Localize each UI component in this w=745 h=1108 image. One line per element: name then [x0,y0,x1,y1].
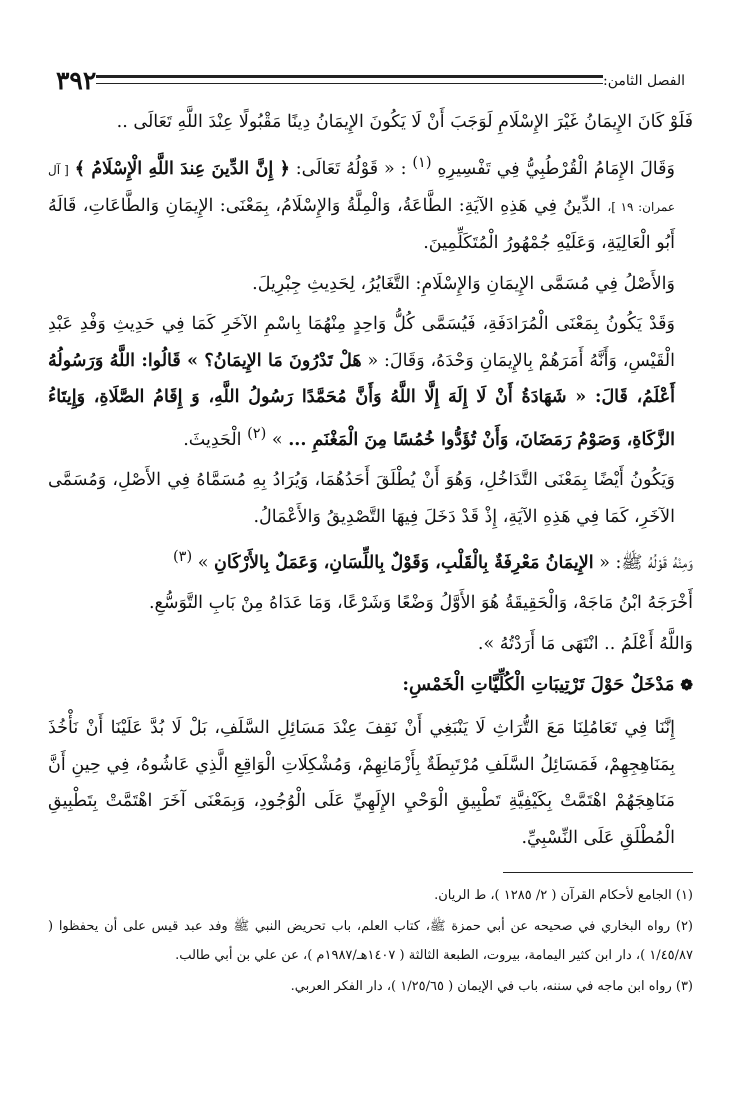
flower-icon: ❁ [680,676,693,695]
page-number: ٣٩٢ [56,66,97,95]
paragraph: وَمِنْهُ قَوْلُهُ ﷺ: « الإِيمَانُ مَعْرِفَةٌ بِالْقَلْبِ، وَقَوْلٌ بِاللِّسَانِ، وَعَمَلٌ بِالأَرْكَانِ » $^{(٣)}$ [172,548,693,573]
chapter-title: الفصل الثامن: [603,73,685,89]
page-header [48,62,693,96]
paragraph: وَاللَّهُ أَعْلَمُ .. انْتَهَى مَا أَرَدْتُهُ ». [477,633,693,654]
paragraph: وَقَالَ الإِمَامُ الْقُرْطُبِيُّ فِي تَفْسِيرِهِ $^{(١)}$ : « قَوْلُهُ تَعَالَى: ﴿ إِنَّ الدِّينَ عِندَ اللَّهِ الْإِسْلَامُ ﴾ [ آل عمران: ١٩ ]، الدِّينُ فِي هَذِهِ الآيَةِ: الطَّاعَةُ، وَالْمِلَّةُ وَالإِسْلَامُ، بِمَعْنَى: الإِيمَانِ وَالطَّاعَاتِ، قَالَهُ أَبُو الْعَالِيَةِ، وَعَلَيْهِ جُمْهُورُ الْمُتَكَلِّمِينَ. [48,153,675,254]
footnote-ref[interactable]: (١) [412,153,432,171]
hadith-text: هَلْ تَدْرُونَ مَا الإِيمَانُ؟ » قَالُوا: اللَّهُ وَرَسُولُهُ أَعْلَمُ، قَالَ: « شَهَادَةُ أَنْ لَا إِلَهَ إِلَّا اللَّهُ وَأَنَّ مُحَمَّدًا رَسُولُ اللَّهِ، وَ إِقَامُ الصَّلَاةِ، وَإِيتَاءُ الزَّكَاةِ، وَصَوْمُ رَمَضَانَ، وَأَنْ تُؤَدُّوا خُمُسًا مِنَ الْمَغْنَمِ ... [48,350,675,450]
footnote: (٢) رواه البخاري في صحيحه عن أبي حمزة ﷺ، كتاب العلم، باب تحريض النبي ﷺ وفد عبد قيس على أن يحفظوا ( ١/٤٥/٨٧ )، دار ابن كثير اليمامة، بيروت، الطبعة الثالثة ( ١٤٠٧هـ/١٩٨٧م )، عن علي بن أبي طالب. [48,919,693,964]
footnote: (١) الجامع لأحكام القرآن ( ٢/ ١٢٨٥ )، ط الريان. [434,888,693,904]
footnotes [48,881,693,1001]
paragraph: أَخْرَجَهُ ابْنُ مَاجَهْ، وَالْحَقِيقَةُ هُوَ الأَوَّلُ وَضْعًا وَشَرْعًا، وَمَا عَدَاهُ مِنْ بَابِ التَّوَسُّعِ. [148,593,693,614]
footnote-ref[interactable]: (٢) [247,424,267,442]
main-text [48,104,693,856]
paragraph: وَيَكُونُ أَيْضًا بِمَعْنَى التَّدَاخُلِ، وَهُوَ أَنْ يُطْلَقَ أَحَدُهُمَا، وَيُرَادُ بِهِ مُسَمَّاهُ فِي الأَصْلِ، وَمُسَمَّى الآخَرِ، كَمَا فِي هَذِهِ الآيَةِ، إِذْ قَدْ دَخَلَ فِيهَا التَّصْدِيقُ وَالأَعْمَالُ. [48,470,675,527]
quran-verse: ﴿ إِنَّ الدِّينَ عِندَ اللَّهِ الْإِسْلَامُ ﴾ [74,158,290,179]
book-page [48,62,693,1003]
paragraph: وَالأَصْلُ فِي مُسَمَّى الإِيمَانِ وَالإِسْلَامِ: التَّغَايُرُ، لِحَدِيثِ جِبْرِيلَ. [252,273,675,294]
footnote-ref[interactable]: (٣) [172,548,193,566]
paragraph: فَلَوْ كَانَ الإِيمَانُ غَيْرَ الإِسْلَامِ لَوَجَبَ أَنْ لَا يَكُونَ الإِيمَانُ دِينًا مَقْبُولًا عِنْدَ اللَّهِ تَعَالَى .. [116,112,693,132]
paragraph: إِنَّنَا فِي تَعَامُلِنَا مَعَ التُّرَاثِ لَا يَنْبَغِي أَنْ نَقِفَ عِنْدَ مَسَائِلِ السَّلَفِ، بَلْ لَا بُدَّ عَلَيْنَا أَنْ نَأْخُذَ بِمَنَاهِجِهِمْ، فَمَسَائِلُ السَّلَفِ مُرْتَبِطَةٌ بِأَزْمَانِهِمْ، وَمُشْكِلَاتِ الْوَاقِعِ الَّذِي عَاشُوهُ، فِي حِينِ أَنَّ مَنَاهِجَهُمْ اهْتَمَّتْ بِكَيْفِيَّةِ تَطْبِيقِ الْوَحْيِ الإِلَهِيِّ عَلَى الْوُجُودِ، وَبِمَعْنَى آخَرَ اهْتَمَّتْ بِتَطْبِيقِ الْمُطْلَقِ عَلَى النِّسْبِيِّ. [48,718,675,848]
header-rule [96,75,603,84]
paragraph: وَقَدْ يَكُونُ بِمَعْنَى الْمُرَادَفَةِ، فَيُسَمَّى كُلُّ وَاحِدٍ مِنْهُمَا بِاسْمِ الآخَرِ كَمَا فِي حَدِيثِ وَفْدِ عَبْدِ الْقَيْسِ، وَأَنَّهُ أَمَرَهُمْ بِالإِيمَانِ وَحْدَهُ، وَقَالَ: « هَلْ تَدْرُونَ مَا الإِيمَانُ؟ » قَالُوا: اللَّهُ وَرَسُولُهُ أَعْلَمُ، قَالَ: « شَهَادَةُ أَنْ لَا إِلَهَ إِلَّا اللَّهُ وَأَنَّ مُحَمَّدًا رَسُولُ اللَّهِ، وَ إِقَامُ الصَّلَاةِ، وَإِيتَاءُ الزَّكَاةِ، وَصَوْمُ رَمَضَانَ، وَأَنْ تُؤَدُّوا خُمُسًا مِنَ الْمَغْنَمِ ... » $^{(٢)}$ الْحَدِيثَ. [48,314,675,450]
footnote-divider [503,872,693,873]
section-heading: ❁مَدْخَلٌ حَوْلَ تَرْتِيبَاتِ الْكُلِّيَّاتِ الْخَمْسِ: [402,674,693,696]
verse-reference: [ آل عمران: ١٩ ]، [48,162,675,214]
hadith-text: الإِيمَانُ مَعْرِفَةٌ بِالْقَلْبِ، وَقَوْلٌ بِاللِّسَانِ، وَعَمَلٌ بِالأَرْكَانِ [214,552,594,573]
footnote: (٣) رواه ابن ماجه في سننه، باب في الإيمان ( ١/٢٥/٦٥ )، دار الفكر العربي. [290,979,693,995]
